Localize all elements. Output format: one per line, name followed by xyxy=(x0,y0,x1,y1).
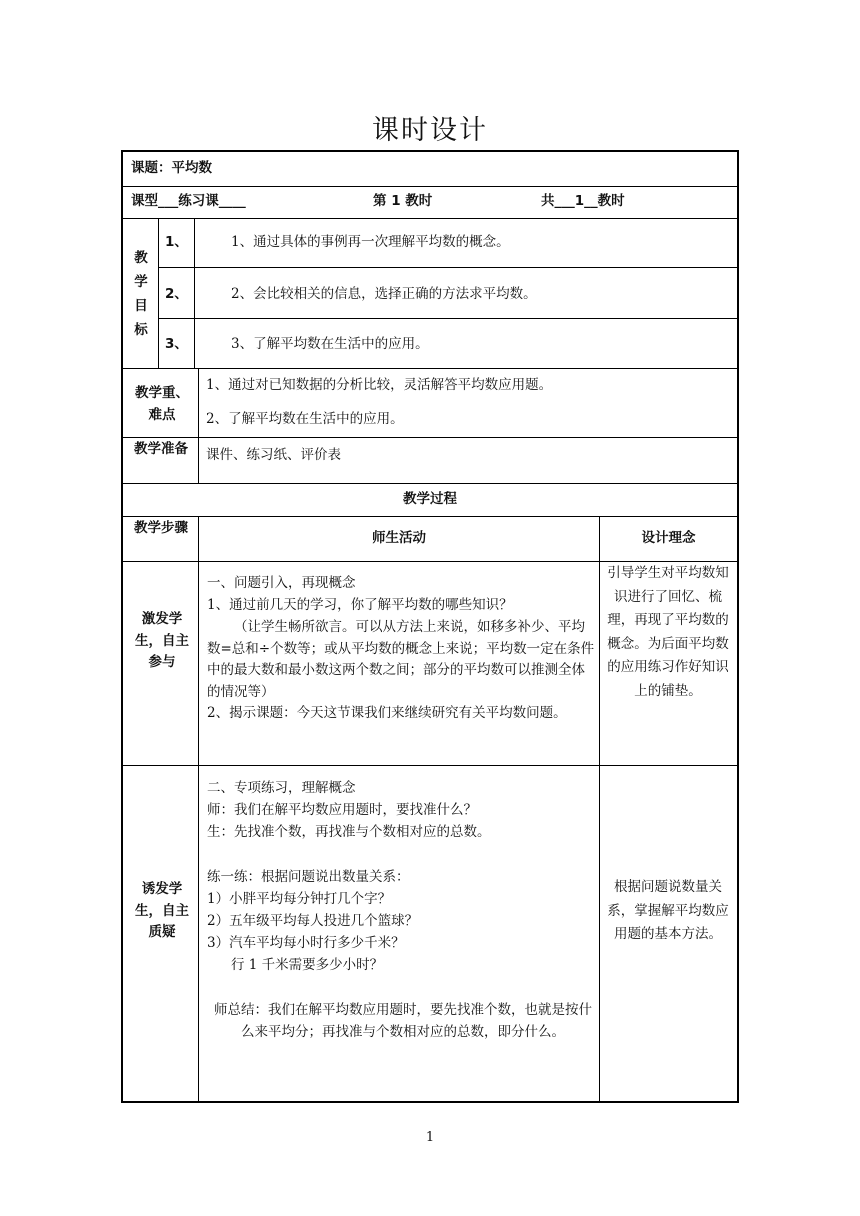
lesson-total: 共___1__教时 xyxy=(541,193,625,209)
objective-number: 3、 xyxy=(165,336,188,352)
row-divider xyxy=(123,765,737,766)
page-title: 课时设计 xyxy=(372,115,488,146)
activity-summary: 师总结：我们在解平均数应用题时，要先找准个数，也就是按什么来平均分；再找准与个数相对应的总数，即分什么。 xyxy=(214,1002,592,1040)
activity-line: 一、问题引入，再现概念 xyxy=(207,575,356,591)
col-divider xyxy=(198,516,199,1101)
objective-text: 1、通过具体的事例再一次理解平均数的概念。 xyxy=(231,234,510,250)
col-divider xyxy=(194,218,195,368)
step-name: 激发学生，自主参与 xyxy=(135,611,189,670)
lesson-type: 课型___练习课____ xyxy=(131,193,246,209)
col-divider xyxy=(599,516,600,1101)
key-point-line: 1、通过对已知数据的分析比较，灵活解答平均数应用题。 xyxy=(206,377,553,393)
activity-column-header: 师生活动 xyxy=(372,530,426,546)
lesson-subject: 课题：平均数 xyxy=(131,160,212,176)
objective-text: 2、会比较相关的信息，选择正确的方法求平均数。 xyxy=(231,286,537,302)
lesson-table xyxy=(121,150,739,1103)
row-divider xyxy=(123,516,737,517)
col-divider xyxy=(198,368,199,483)
row-divider xyxy=(158,318,737,319)
page-number: 1 xyxy=(425,1130,435,1145)
activity-line: 行 1 千米需要多少小时？ xyxy=(231,957,384,973)
activity-line: 二、专项练习，理解概念 xyxy=(207,780,356,796)
row-divider xyxy=(123,437,737,438)
col-divider xyxy=(158,218,159,368)
concept-text: 根据问题说数量关系，掌握解平均数应用题的基本方法。 xyxy=(607,879,729,942)
activity-line: 3）汽车平均每小时行多少千米？ xyxy=(207,935,405,951)
lesson-period: 第 1 教时 xyxy=(373,193,433,209)
process-header: 教学过程 xyxy=(403,491,457,507)
preparation-text: 课件、练习纸、评价表 xyxy=(206,447,341,463)
key-points-header: 教学重、难点 xyxy=(135,385,189,423)
step-name: 诱发学生，自主质疑 xyxy=(135,881,189,940)
concept-text: 引导学生对平均数知识进行了回忆、梳理，再现了平均数的概念。为后面平均数的应用练习作好知识上的铺垫。 xyxy=(607,565,729,699)
preparation-header: 教学准备 xyxy=(134,441,188,457)
row-divider xyxy=(123,218,737,219)
activity-line: 师：我们在解平均数应用题时，要找准什么？ xyxy=(207,802,477,818)
concept-column-header: 设计理念 xyxy=(641,530,696,546)
row-divider xyxy=(123,368,737,369)
step-column-header: 教学步骤 xyxy=(134,520,188,536)
activity-line: 练一练：根据问题说出数量关系： xyxy=(207,869,410,885)
row-divider xyxy=(123,483,737,484)
activity-line: 1）小胖平均每分钟打几个字？ xyxy=(207,891,392,907)
activity-line: （让学生畅所欲言。可以从方法上来说，如移多补少、平均数=总和÷个数等；或从平均数的概念上来说；平均数一定在条件中的最大数和最小数这两个数之间；部分的平均数可以推测全体的情况等） xyxy=(207,619,595,700)
row-divider xyxy=(158,267,737,268)
activity-line: 2、揭示课题：今天这节课我们来继续研究有关平均数问题。 xyxy=(207,705,567,721)
activity-line: 1、通过前几天的学习，你了解平均数的哪些知识？ xyxy=(207,597,513,613)
objectives-header: 教学目标 xyxy=(134,250,148,338)
key-point-line: 2、了解平均数在生活中的应用。 xyxy=(206,411,404,427)
activity-line: 生：先找准个数，再找准与个数相对应的总数。 xyxy=(207,824,491,840)
objective-text: 3、了解平均数在生活中的应用。 xyxy=(231,336,429,352)
objective-number: 1、 xyxy=(165,234,188,250)
activity-line: 2）五年级平均每人投进几个篮球？ xyxy=(207,913,419,929)
objective-number: 2、 xyxy=(165,286,188,302)
row-divider xyxy=(123,186,737,187)
